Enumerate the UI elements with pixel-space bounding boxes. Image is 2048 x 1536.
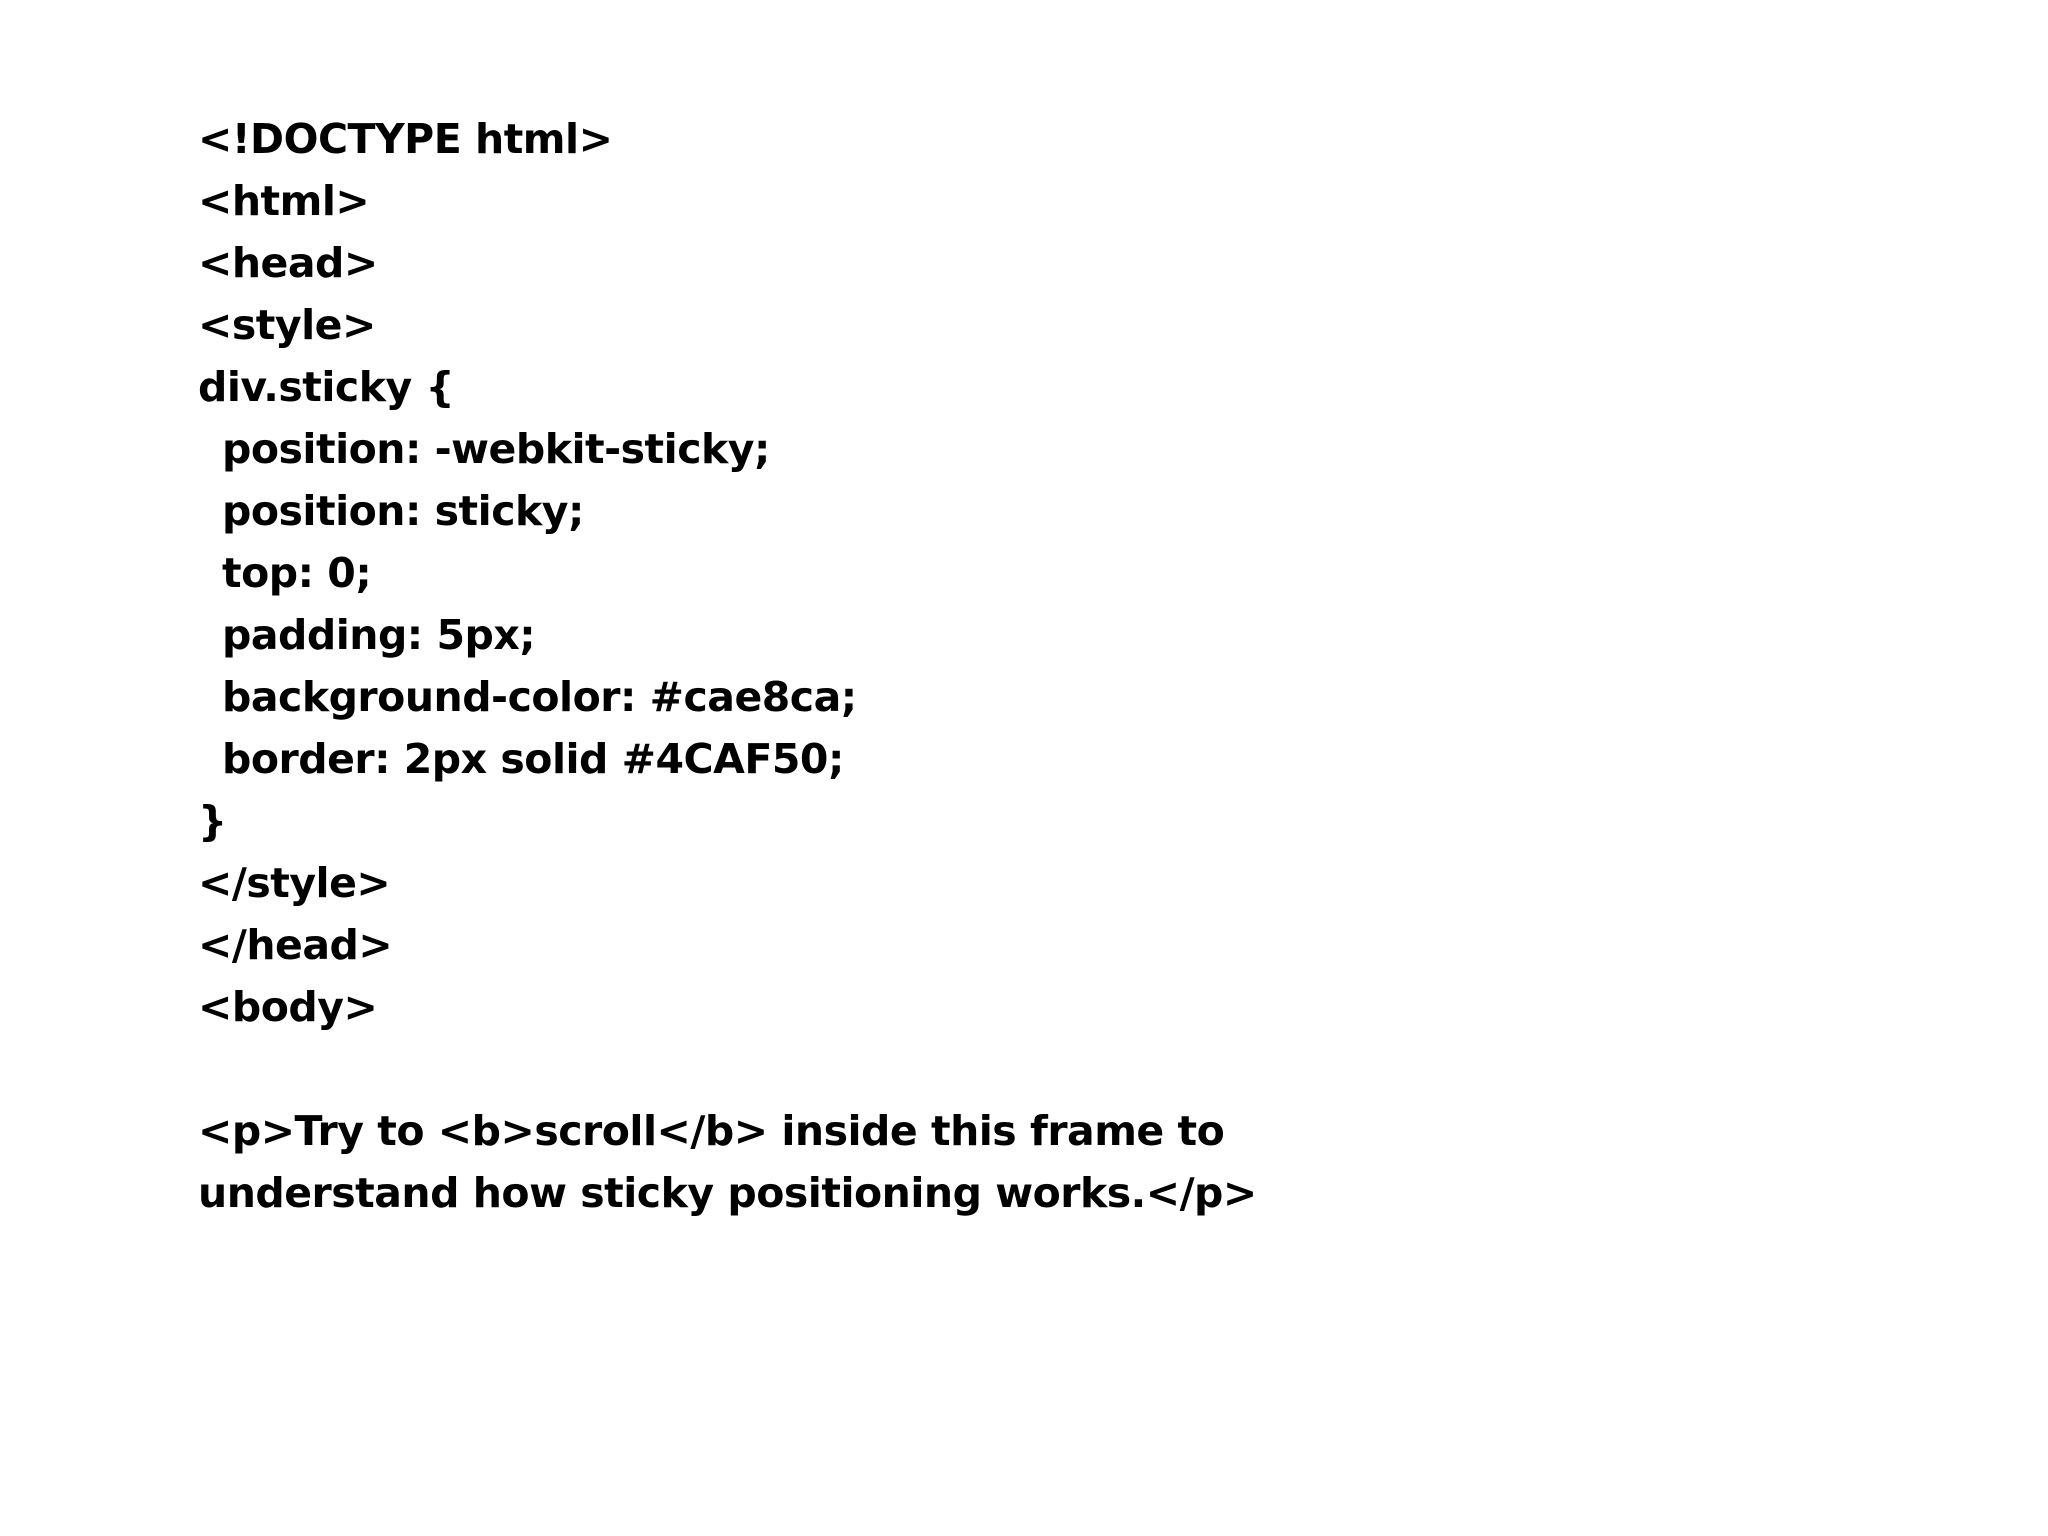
code-listing: [198, 108, 1898, 1224]
code-line-background-color: background-color: #cae8ca;: [222, 673, 857, 721]
code-line-border: border: 2px solid #4CAF50;: [222, 735, 844, 783]
code-line-style-close: </style>: [198, 859, 391, 907]
code-line-selector: div.sticky {: [198, 363, 455, 411]
code-line-head-close: </head>: [198, 921, 393, 969]
code-line-paragraph-2: understand how sticky positioning works.</p>: [198, 1169, 1257, 1217]
code-line-top: top: 0;: [222, 549, 372, 597]
code-line-head-open: <head>: [198, 239, 378, 287]
code-line-paragraph-1: <p>Try to <b>scroll</b> inside this frame to: [198, 1107, 1225, 1155]
code-line-html-open: <html>: [198, 177, 370, 225]
code-line-style-open: <style>: [198, 301, 376, 349]
code-line-doctype: <!DOCTYPE html>: [198, 115, 613, 163]
code-line-blank: [198, 1038, 1898, 1100]
code-line-brace-close: }: [198, 797, 227, 845]
code-line-padding: padding: 5px;: [222, 611, 536, 659]
code-line-position-webkit: position: -webkit-sticky;: [222, 425, 770, 473]
code-line-position-sticky: position: sticky;: [222, 487, 584, 535]
code-line-body-open: <body>: [198, 983, 378, 1031]
